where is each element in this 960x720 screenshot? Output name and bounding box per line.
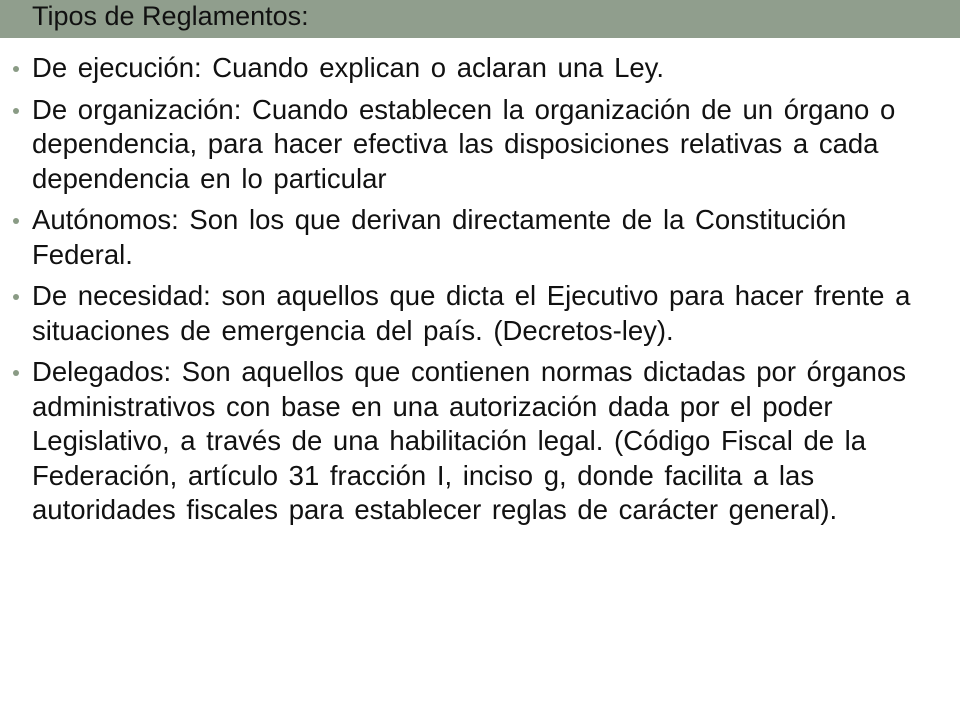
- bullet-text: De organización: Cuando establecen la organización de un órgano o dependencia, para hacer efectiva las disposiciones relativas a cada dependencia en lo particular: [32, 93, 896, 194]
- bullet-text: De ejecución: Cuando explican o aclaran una Ley.: [32, 52, 665, 83]
- title-bar: [0, 0, 960, 38]
- bullet-dot-icon: [13, 66, 19, 72]
- bullet-text: Autónomos: Son los que derivan directamente de la Constitución Federal.: [32, 204, 847, 270]
- bullet-dot-icon: [13, 294, 19, 300]
- bullet-item-de-organizacion: [0, 93, 960, 197]
- bullet-item-delegados: [0, 355, 960, 528]
- bullet-item-de-necesidad: [0, 279, 960, 348]
- bullet-list: [0, 51, 960, 535]
- bullet-text: Delegados: Son aquellos que contienen normas dictadas por órganos administrativos con base en una autorización dada por el poder Legislativo, a través de una habilitación legal. (Código Fiscal de la Federación, artículo 31 fracción I, inciso g, donde facilita a las autoridades fiscales para establecer reglas de carácter general).: [32, 356, 907, 525]
- slide-title: Tipos de Reglamentos:: [32, 1, 309, 31]
- bullet-dot-icon: [13, 370, 19, 376]
- bullet-dot-icon: [13, 108, 19, 114]
- bullet-dot-icon: [13, 218, 19, 224]
- bullet-item-de-ejecucion: [0, 51, 960, 86]
- bullet-text: De necesidad: son aquellos que dicta el Ejecutivo para hacer frente a situaciones de emergencia del país. (Decretos-ley).: [32, 280, 911, 346]
- bullet-item-autonomos: [0, 203, 960, 272]
